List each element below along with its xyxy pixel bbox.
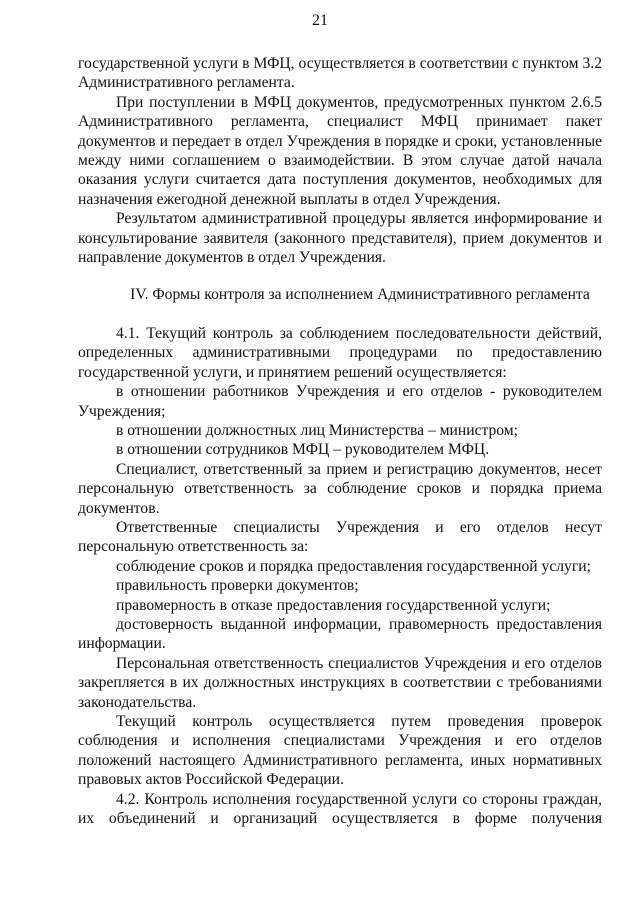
paragraph: Ответственные специалисты Учреждения и его отделов несут персональную ответственность за: [78, 518, 602, 556]
paragraph: правильность проверки документов; [116, 577, 359, 595]
paragraph: достоверность выданной информации, правомерность предоставления информации. [78, 615, 602, 653]
paragraph: соблюдение сроков и порядка предоставления государственной услуги; [116, 557, 591, 575]
document-body [78, 54, 602, 828]
paragraph: Результатом административной процедуры является информирование и консультирование заявителя (законного представителя), прием документов и направление документов в отдел Учреждения. [78, 210, 602, 267]
paragraph: Персональная ответственность специалистов Учреждения и его отделов закрепляется в их должностных инструкциях в соответствии с требованиями законодательства. [78, 654, 602, 711]
paragraph: в отношении сотрудников МФЦ – руководителем МФЦ. [116, 441, 490, 459]
paragraph: Текущий контроль осуществляется путем проведения проверок соблюдения и исполнения специалистами Учреждения и его отделов положений настоящего Административного регламента, иных нормативных правовых актов Российской Федерации. [78, 713, 602, 789]
section-heading: IV. Формы контроля за исполнением Административного регламента [130, 286, 590, 304]
paragraph: 4.1. Текущий контроль за соблюдением последовательности действий, определенных административными процедурами по предоставлению государственной услуги, и принятием решений осуществляется: [78, 324, 602, 381]
paragraph: При поступлении в МФЦ документов, предусмотренных пунктом 2.6.5 Административного регламента, специалист МФЦ принимает пакет документов и передает в отдел Учреждения в порядке и сроки, установленные между ними соглашением о взаимодействии. В этом случае датой начала оказания услуги считается дата поступления документов, необходимых для назначения ежегодной денежной выплаты в отдел Учреждения. [78, 93, 602, 208]
paragraph: в отношении должностных лиц Министерства – министром; [116, 421, 518, 439]
paragraph: Специалист, ответственный за прием и регистрацию документов, несет персональную ответственность за соблюдение сроков и порядка приема документов. [78, 460, 602, 517]
paragraph: в отношении работников Учреждения и его отделов - руководителем Учреждения; [78, 383, 602, 420]
paragraph: государственной услуги в МФЦ, осуществляется в соответствии с пунктом 3.2 Административного регламента. [78, 55, 602, 92]
paragraph: 4.2. Контроль исполнения государственной услуги со стороны граждан, их объединений и организаций осуществляется в форме получения [78, 790, 602, 828]
paragraph: правомерность в отказе предоставления государственной услуги; [116, 596, 551, 614]
page-number: 21 [312, 12, 328, 29]
